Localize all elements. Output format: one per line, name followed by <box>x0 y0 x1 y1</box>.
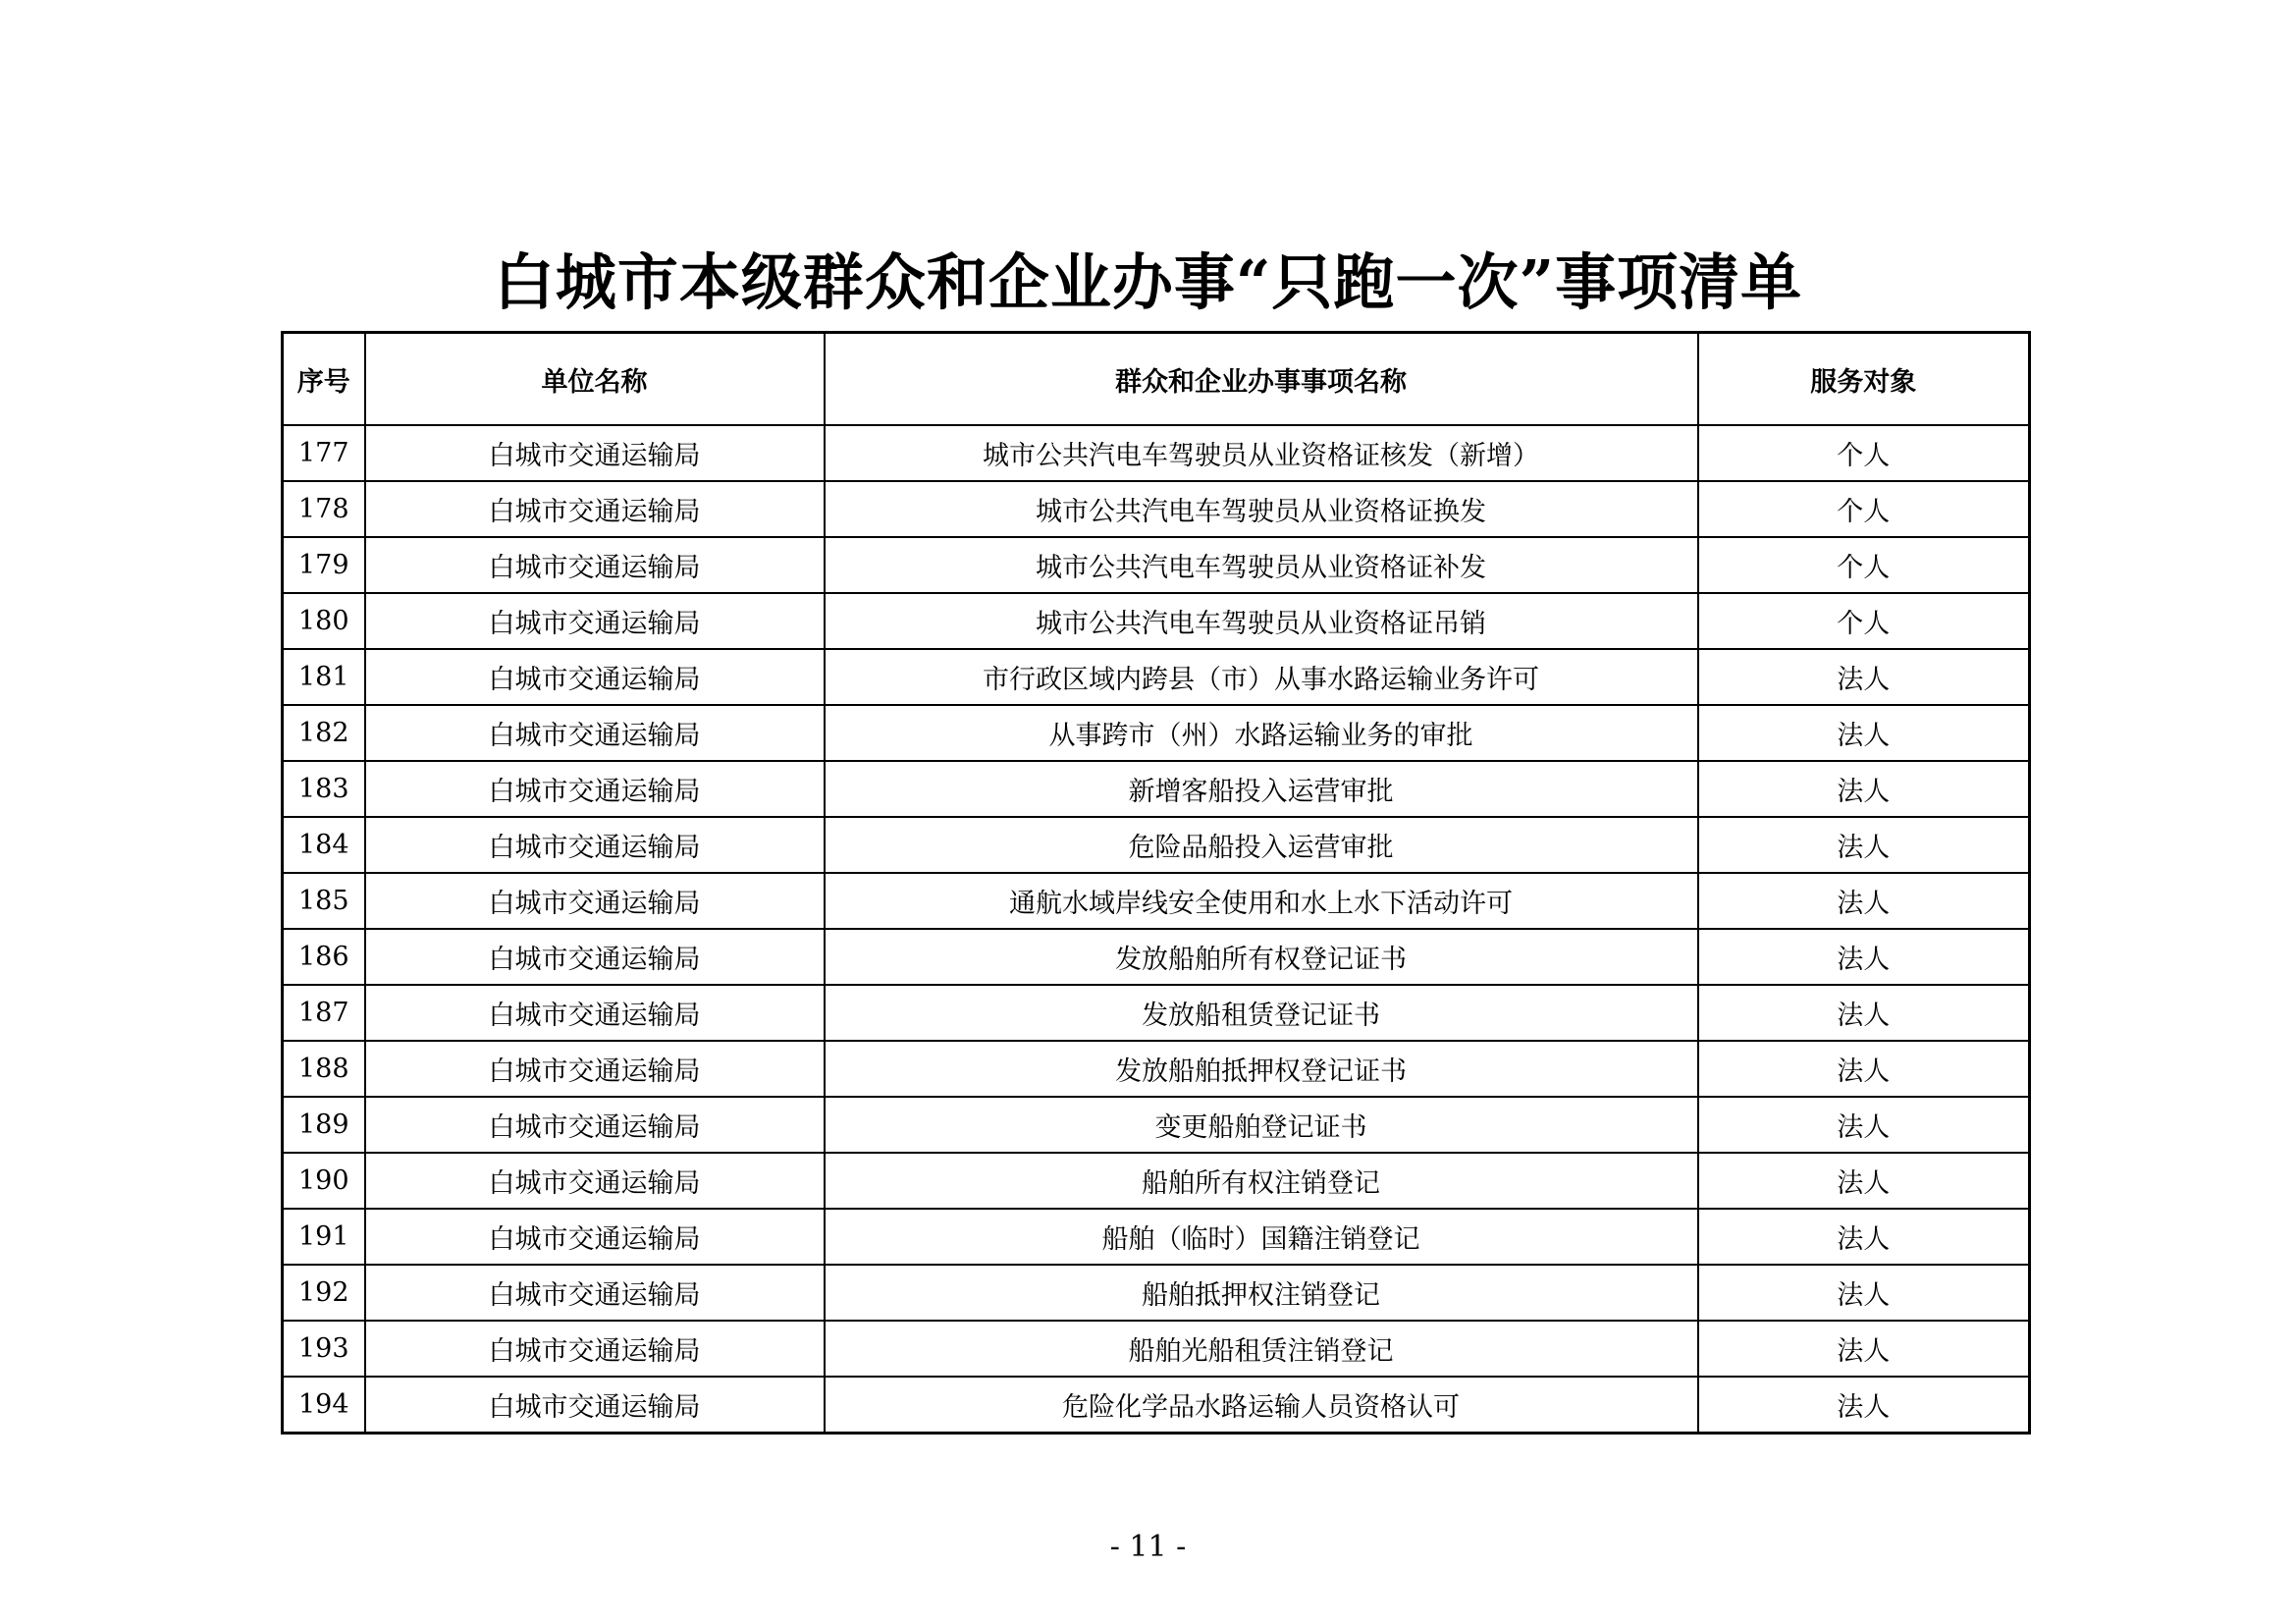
cell-serial: 193 <box>283 1321 365 1377</box>
cell-target: 法人 <box>1698 1265 2030 1321</box>
cell-target: 法人 <box>1698 929 2030 985</box>
cell-serial: 183 <box>283 761 365 817</box>
cell-matter: 船舶（临时）国籍注销登记 <box>825 1209 1698 1265</box>
cell-matter: 发放船舶所有权登记证书 <box>825 929 1698 985</box>
cell-unit: 白城市交通运输局 <box>365 761 825 817</box>
cell-unit: 白城市交通运输局 <box>365 1377 825 1434</box>
table-row <box>283 761 2030 817</box>
cell-matter: 船舶光船租赁注销登记 <box>825 1321 1698 1377</box>
cell-target: 法人 <box>1698 985 2030 1041</box>
cell-serial: 189 <box>283 1097 365 1153</box>
cell-serial: 185 <box>283 873 365 929</box>
cell-target: 法人 <box>1698 649 2030 705</box>
cell-matter: 船舶所有权注销登记 <box>825 1153 1698 1209</box>
cell-unit: 白城市交通运输局 <box>365 1321 825 1377</box>
cell-target: 法人 <box>1698 1041 2030 1097</box>
cell-serial: 190 <box>283 1153 365 1209</box>
cell-unit: 白城市交通运输局 <box>365 1041 825 1097</box>
cell-serial: 184 <box>283 817 365 873</box>
cell-matter: 发放船租赁登记证书 <box>825 985 1698 1041</box>
table-header-row <box>283 333 2030 426</box>
cell-matter: 变更船舶登记证书 <box>825 1097 1698 1153</box>
cell-serial: 177 <box>283 425 365 481</box>
cell-serial: 186 <box>283 929 365 985</box>
table-row <box>283 873 2030 929</box>
table-row <box>283 537 2030 593</box>
cell-matter: 发放船舶抵押权登记证书 <box>825 1041 1698 1097</box>
table-row <box>283 593 2030 649</box>
cell-target: 个人 <box>1698 481 2030 537</box>
cell-unit: 白城市交通运输局 <box>365 929 825 985</box>
cell-matter: 城市公共汽电车驾驶员从业资格证补发 <box>825 537 1698 593</box>
cell-serial: 194 <box>283 1377 365 1434</box>
cell-serial: 187 <box>283 985 365 1041</box>
cell-matter: 船舶抵押权注销登记 <box>825 1265 1698 1321</box>
cell-matter: 危险化学品水路运输人员资格认可 <box>825 1377 1698 1434</box>
cell-target: 法人 <box>1698 1153 2030 1209</box>
cell-matter: 从事跨市（州）水路运输业务的审批 <box>825 705 1698 761</box>
table-row <box>283 817 2030 873</box>
cell-target: 个人 <box>1698 537 2030 593</box>
table-row <box>283 1265 2030 1321</box>
cell-target: 法人 <box>1698 1377 2030 1434</box>
table-row <box>283 1209 2030 1265</box>
cell-target: 个人 <box>1698 593 2030 649</box>
cell-matter: 城市公共汽电车驾驶员从业资格证换发 <box>825 481 1698 537</box>
header-serial-number: 序号 <box>283 333 365 426</box>
header-unit-name: 单位名称 <box>365 333 825 426</box>
cell-unit: 白城市交通运输局 <box>365 1153 825 1209</box>
table-row <box>283 425 2030 481</box>
cell-matter: 城市公共汽电车驾驶员从业资格证核发（新增） <box>825 425 1698 481</box>
cell-unit: 白城市交通运输局 <box>365 481 825 537</box>
table-row <box>283 1097 2030 1153</box>
cell-matter: 市行政区域内跨县（市）从事水路运输业务许可 <box>825 649 1698 705</box>
cell-target: 法人 <box>1698 817 2030 873</box>
cell-matter: 新增客船投入运营审批 <box>825 761 1698 817</box>
cell-serial: 181 <box>283 649 365 705</box>
cell-serial: 188 <box>283 1041 365 1097</box>
table-row <box>283 1153 2030 1209</box>
table-row <box>283 1377 2030 1434</box>
cell-target: 法人 <box>1698 761 2030 817</box>
table-row <box>283 1041 2030 1097</box>
cell-serial: 179 <box>283 537 365 593</box>
cell-serial: 182 <box>283 705 365 761</box>
page-number: - 11 - <box>1109 1530 1187 1564</box>
cell-serial: 191 <box>283 1209 365 1265</box>
table-row <box>283 985 2030 1041</box>
cell-unit: 白城市交通运输局 <box>365 649 825 705</box>
table-row <box>283 649 2030 705</box>
cell-unit: 白城市交通运输局 <box>365 1265 825 1321</box>
cell-unit: 白城市交通运输局 <box>365 817 825 873</box>
table-row <box>283 1321 2030 1377</box>
cell-target: 法人 <box>1698 873 2030 929</box>
table-row <box>283 481 2030 537</box>
cell-unit: 白城市交通运输局 <box>365 1209 825 1265</box>
cell-unit: 白城市交通运输局 <box>365 537 825 593</box>
matters-table <box>281 331 2031 1435</box>
cell-matter: 城市公共汽电车驾驶员从业资格证吊销 <box>825 593 1698 649</box>
cell-target: 个人 <box>1698 425 2030 481</box>
header-service-target: 服务对象 <box>1698 333 2030 426</box>
cell-serial: 178 <box>283 481 365 537</box>
cell-target: 法人 <box>1698 1321 2030 1377</box>
header-matter-name: 群众和企业办事事项名称 <box>825 333 1698 426</box>
cell-unit: 白城市交通运输局 <box>365 985 825 1041</box>
cell-matter: 危险品船投入运营审批 <box>825 817 1698 873</box>
cell-target: 法人 <box>1698 705 2030 761</box>
cell-serial: 180 <box>283 593 365 649</box>
cell-serial: 192 <box>283 1265 365 1321</box>
cell-target: 法人 <box>1698 1209 2030 1265</box>
cell-matter: 通航水域岸线安全使用和水上水下活动许可 <box>825 873 1698 929</box>
cell-unit: 白城市交通运输局 <box>365 593 825 649</box>
table-row <box>283 929 2030 985</box>
cell-unit: 白城市交通运输局 <box>365 873 825 929</box>
cell-unit: 白城市交通运输局 <box>365 1097 825 1153</box>
table-row <box>283 705 2030 761</box>
cell-unit: 白城市交通运输局 <box>365 705 825 761</box>
page-title: 白城市本级群众和企业办事“只跑一次”事项清单 <box>493 246 1803 318</box>
cell-target: 法人 <box>1698 1097 2030 1153</box>
cell-unit: 白城市交通运输局 <box>365 425 825 481</box>
